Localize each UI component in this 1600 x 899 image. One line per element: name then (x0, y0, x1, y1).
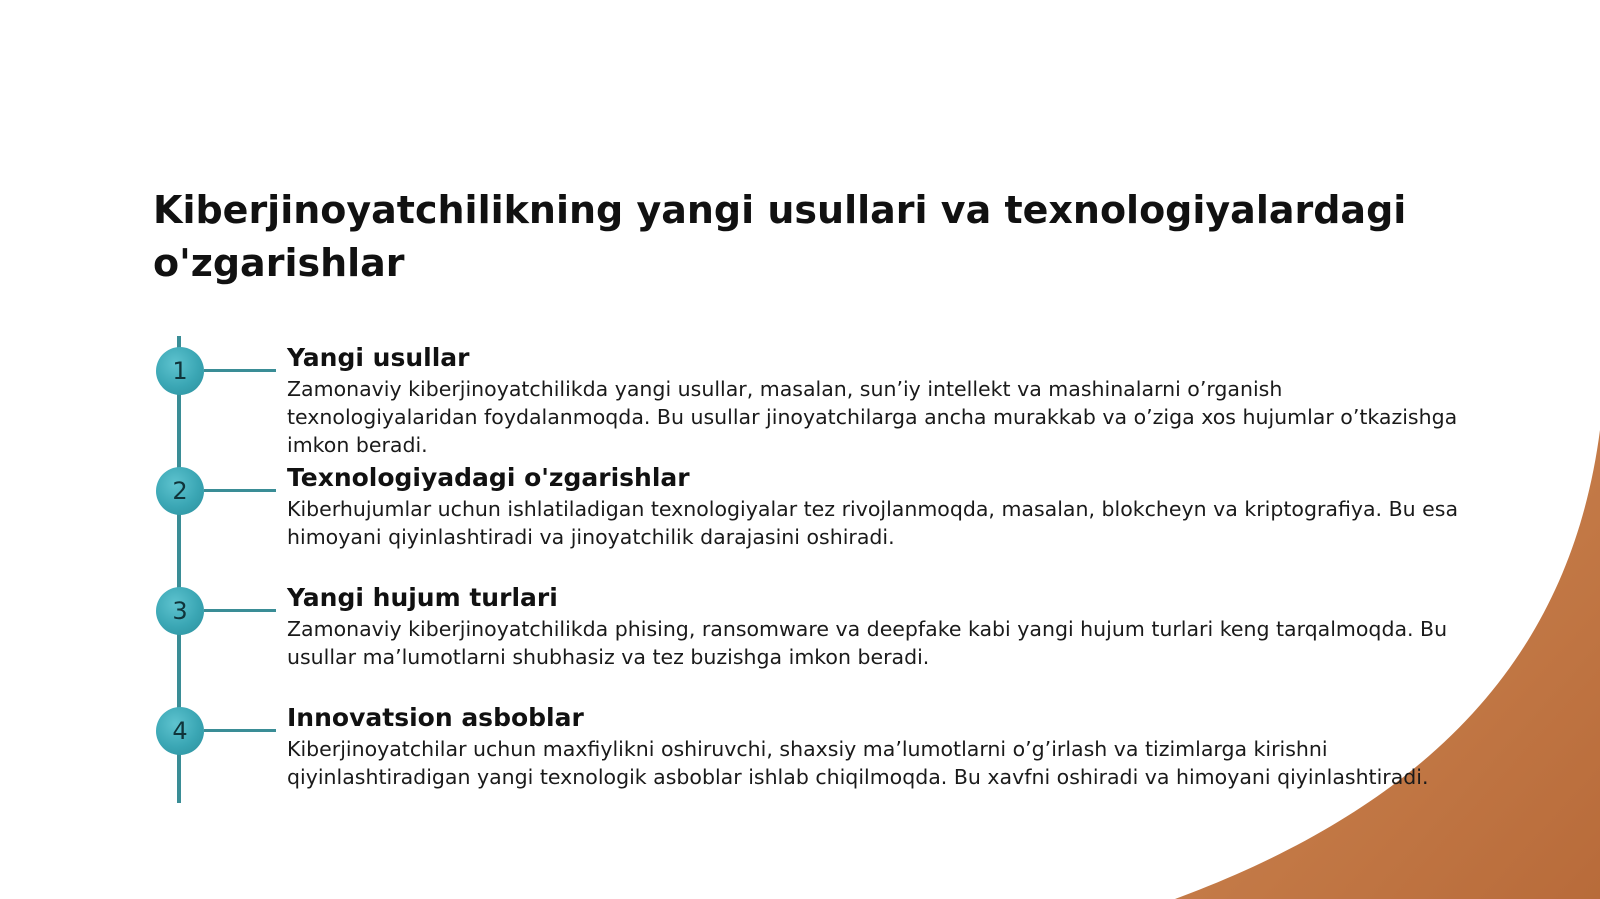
timeline-marker-4: 4 (156, 707, 204, 755)
item-heading-1: Yangi usullar (287, 343, 470, 372)
timeline-connector-4 (204, 729, 276, 732)
timeline-marker-1: 1 (156, 347, 204, 395)
timeline-item-4 (287, 701, 1467, 791)
timeline-marker-3: 3 (156, 587, 204, 635)
timeline-item-3 (287, 581, 1467, 671)
timeline-connector-3 (204, 609, 276, 612)
item-heading-4: Innovatsion asboblar (287, 703, 584, 732)
item-text-3: Zamonaviy kiberjinoyatchilikda phising, ransomware va deepfake kabi yangi hujum turlari keng tarqalmoqda. Bu usullar ma’lumotlarni shubhasiz va tez buzishga imkon beradi. (287, 617, 1448, 669)
item-heading-2: Texnologiyadagi o'zgarishlar (287, 463, 690, 492)
item-heading-3: Yangi hujum turlari (287, 583, 558, 612)
timeline-item-2 (287, 461, 1467, 551)
item-text-2: Kiberhujumlar uchun ishlatiladigan texnologiyalar tez rivojlanmoqda, masalan, blokcheyn va kriptografiya. Bu esa himoyani qiyinlashtiradi va jinoyatchilik darajasini oshiradi. (287, 497, 1459, 549)
item-text-1: Zamonaviy kiberjinoyatchilikda yangi usullar, masalan, sun’iy intellekt va mashinalarni o’rganish texnologiyalaridan foydalanmoqda. Bu usullar jinoyatchilarga ancha murakkab va o’ziga xos hujumlar o’tkazishga imkon beradi. (287, 377, 1458, 457)
timeline-item-1 (287, 341, 1467, 459)
timeline-connector-2 (204, 489, 276, 492)
timeline-marker-2: 2 (156, 467, 204, 515)
page-title: Kiberjinoyatchilikning yangi usullari va texnologiyalardagi o'zgarishlar (153, 188, 1407, 285)
timeline-connector-1 (204, 369, 276, 372)
item-text-4: Kiberjinoyatchilar uchun maxfiylikni oshiruvchi, shaxsiy ma’lumotlarni o’g’irlash va tizimlarga kirishni qiyinlashtiradigan yangi texnologik asboblar ishlab chiqilmoqda. Bu xavfni oshiradi va himoyani qiyinlashtiradi. (287, 737, 1429, 789)
